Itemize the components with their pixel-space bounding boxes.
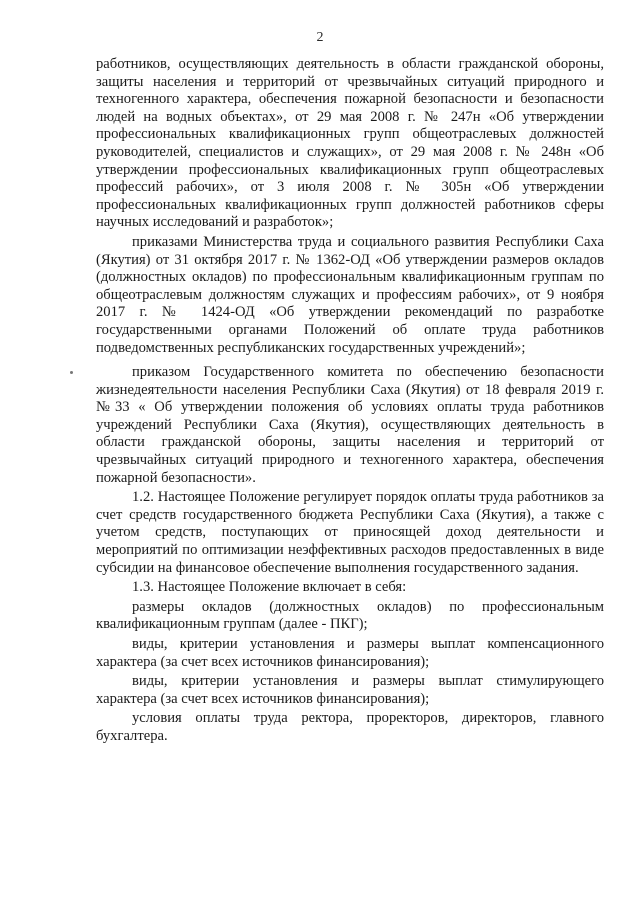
paragraph-orders-mintrud-yakutia: приказами Министерства труда и социального развития Республики Саха (Якутия) от 31 октября 2017 г. № 1362-ОД «Об утверждении размеров окладов (должностных окладов) по профессиональным квалификационным группам по общеотраслевым должностям служащих и профессиям рабочих», от 9 ноября 2017 г. № 1424-ОД «Об утверждении рекомендаций по разработке государственными органами Положений об оплате труда работников подведомственных республиканских государственных учреждений»;	[96, 233, 604, 356]
list-item-management-pay: условия оплаты труда ректора, проректоров, директоров, главного бухгалтера.	[96, 710, 604, 744]
paragraph-orders-mintrud-rf: работников, осуществляющих деятельность в области гражданской обороны, защиты населения и территорий от чрезвычайных ситуаций природного и техногенного характера, обеспечения пожарной безопасности и безопасности людей на водных объектах», от 29 мая 2008 г. № 247н «Об утверждении профессиональных квалификационных групп общеотраслевых должностей руководителей, специалистов и служащих», от 29 мая 2008 г. № 248н «Об утверждении профессиональных квалификационных групп общеотраслевых профессий рабочих», от 3 июля 2008 г. № 305н «Об утверждении профессиональных квалификационных групп должностей работников сферы научных исследований и разработок»;	[96, 56, 604, 231]
document-body	[96, 56, 604, 746]
list-item-compensation: виды, критерии установления и размеры выплат компенсационного характера (за счет всех источников финансирования);	[96, 636, 604, 670]
page-number: 2	[316, 30, 324, 45]
paragraph-order-goskomitet: приказом Государственного комитета по обеспечению безопасности жизнедеятельности населения Республики Саха (Якутия) от 18 февраля 2019 г. №33 « Об утверждении положения об условиях оплаты труда работников учреждений Республики Саха (Якутия), осуществляющих деятельность в области гражданской обороны, защиты населения и территорий от чрезвычайных ситуаций природного и техногенного характера, обеспечения пожарной безопасности».	[96, 364, 604, 486]
margin-mark	[70, 371, 73, 374]
list-item-incentive: виды, критерии установления и размеры выплат стимулирующего характера (за счет всех источников финансирования);	[96, 673, 604, 707]
list-item-salaries: размеры окладов (должностных окладов) по профессиональным квалификационным группам (далее - ПКГ);	[96, 598, 604, 633]
paragraph-section-1-3: 1.3. Настоящее Положение включает в себя:	[132, 579, 407, 596]
paragraph-section-1-2: 1.2. Настоящее Положение регулирует порядок оплаты труда работников за счет средств государственного бюджета Республики Саха (Якутия), а также с учетом средств, поступающих от приносящей доход деятельности и мероприятий по оптимизации неэффективных расходов предоставленных в виде субсидии на финансовое обеспечение выполнения государственного задания.	[96, 489, 604, 576]
